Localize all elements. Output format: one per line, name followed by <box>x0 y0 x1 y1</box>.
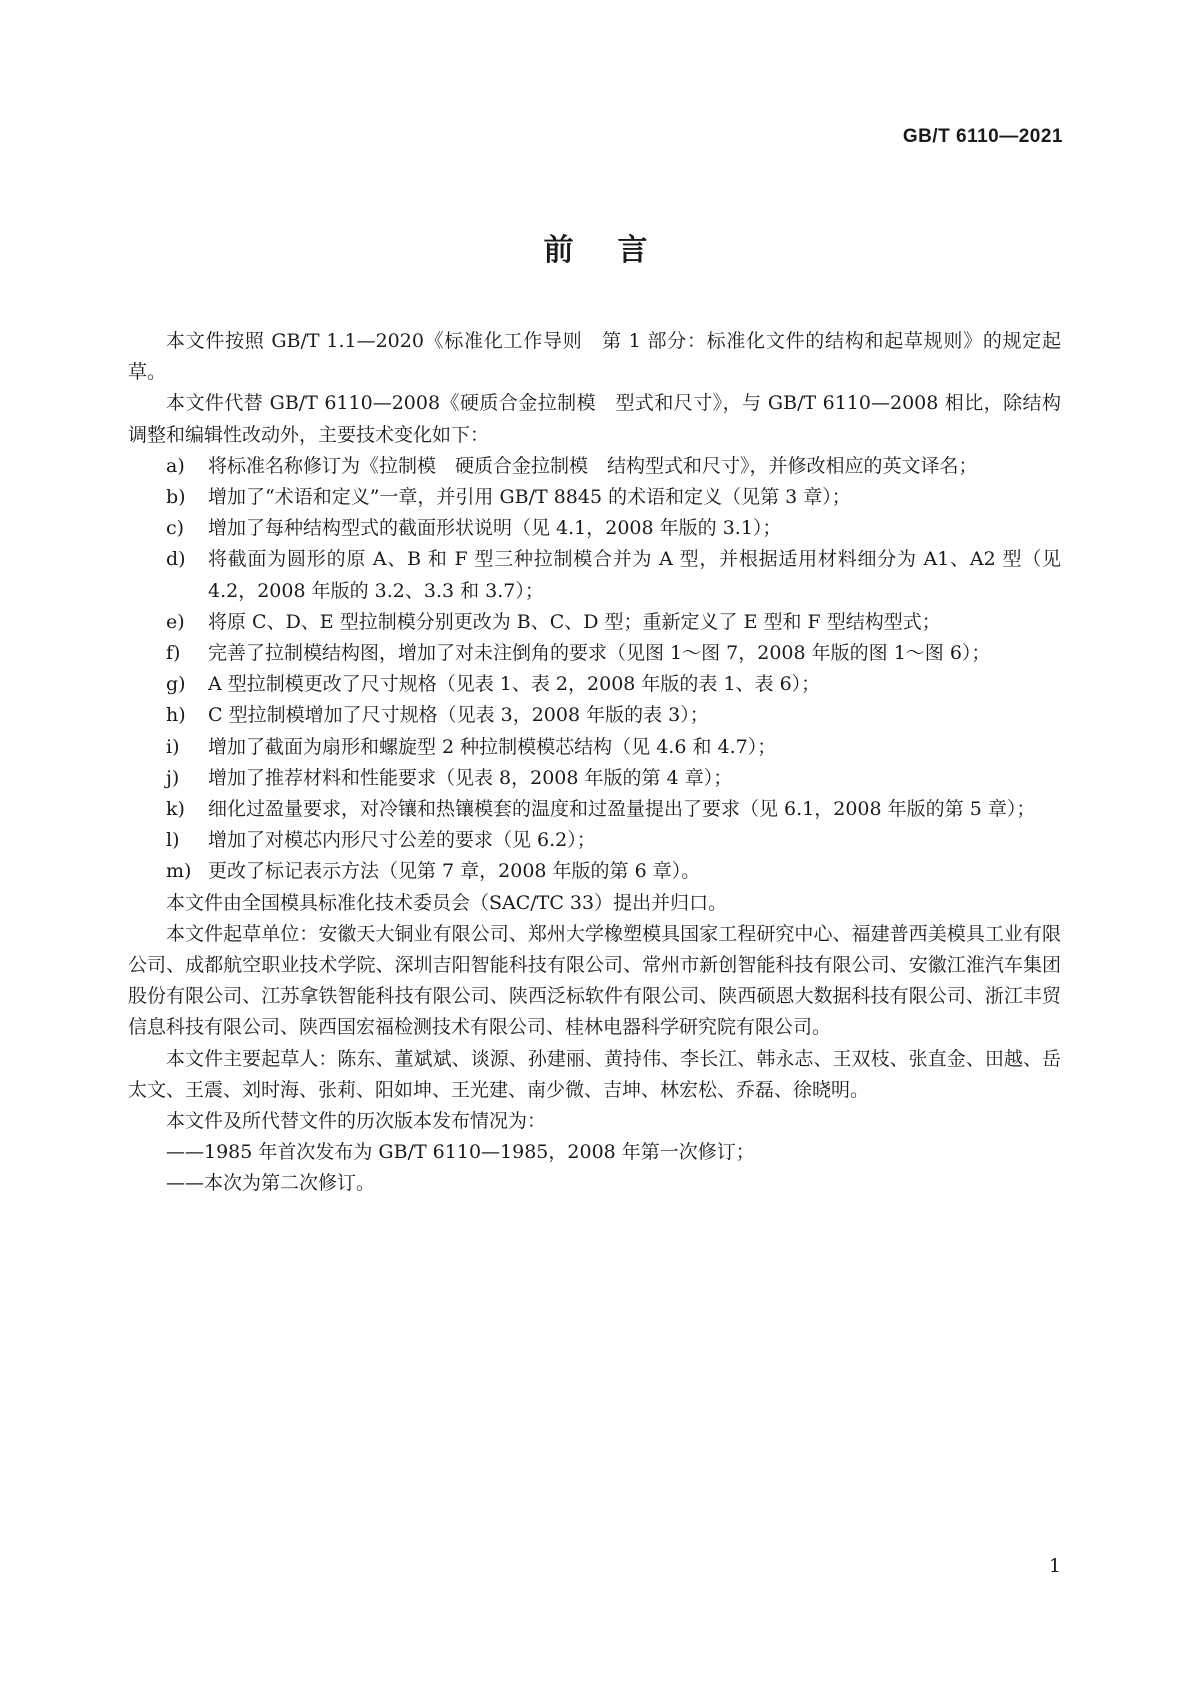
history-item: ——1985 年首次发布为 GB/T 6110—1985，2008 年第一次修订； <box>166 1141 755 1164</box>
list-item <box>128 763 1061 794</box>
list-marker: b) <box>166 486 186 509</box>
paragraph-replacement: 本文件代替 GB/T 6110—2008《硬质合金拉制模 型式和尺寸》，与 GB/T 6110—2008 相比，除结构调整和编辑性改动外，主要技术变化如下： <box>128 392 1061 446</box>
list-text: 增加了截面为扇形和螺旋型 2 种拉制模模芯结构（见 4.6 和 4.7）； <box>208 735 777 758</box>
list-marker: d) <box>166 548 186 571</box>
paragraph-drafting-units: 本文件起草单位：安徽天大铜业有限公司、郑州大学橡塑模具国家工程研究中心、福建普西美模具工业有限公司、成都航空职业技术学院、深圳吉阳智能科技有限公司、常州市新创智能科技有限公司、安徽江淮汽车集团股份有限公司、江苏拿铁智能科技有限公司、陕西泛标软件有限公司、陕西硕恩大数据科技有限公司、浙江丰贸信息科技有限公司、陕西国宏福检测技术有限公司、桂林电器科学研究院有限公司。 <box>128 922 1061 1039</box>
page-number: 1 <box>1048 1555 1061 1577</box>
list-marker: c) <box>166 517 185 540</box>
list-text: 增加了对模芯内形尺寸公差的要求（见 6.2）； <box>208 829 596 852</box>
list-item <box>128 482 1061 513</box>
list-text: 增加了每种结构型式的截面形状说明（见 4.1，2008 年版的 3.1）； <box>208 517 782 540</box>
list-text: 细化过盈量要求，对冷镶和热镶模套的温度和过盈量提出了要求（见 6.1，2008 年版的第 5 章）； <box>208 798 1036 821</box>
paragraph-version-history: 本文件及所代替文件的历次版本发布情况为： <box>166 1110 547 1133</box>
paragraph-drafting-rules: 本文件按照 GB/T 1.1—2020《标准化工作导则 第 1 部分：标准化文件的结构和起草规则》的规定起草。 <box>128 330 1061 384</box>
list-text: C 型拉制模增加了尺寸规格（见表 3，2008 年版的表 3）； <box>208 704 709 727</box>
list-marker: m) <box>166 860 192 883</box>
list-text: 更改了标记表示方法（见第 7 章，2008 年版的第 6 章）。 <box>208 860 701 883</box>
paragraph-proposer: 本文件由全国模具标准化技术委员会（SAC/TC 33）提出并归口。 <box>166 891 728 914</box>
list-text: 完善了拉制模结构图，增加了对未注倒角的要求（见图 1～图 7，2008 年版的图 1～图 6）； <box>208 642 991 665</box>
list-marker: f) <box>166 642 181 665</box>
paragraph-drafters: 本文件主要起草人：陈东、董斌斌、谈源、孙建丽、黄持伟、李长江、韩永志、王双枝、张直金、田越、岳太文、王震、刘时海、张莉、阳如坤、王光建、南少微、吉坤、林宏松、乔磊、徐晓明。 <box>128 1047 1061 1101</box>
list-marker: j) <box>166 766 180 789</box>
list-text: A 型拉制模更改了尺寸规格（见表 1、表 2，2008 年版的表 1、表 6）； <box>208 673 821 696</box>
list-marker: e) <box>166 610 185 633</box>
list-text: 将截面为圆形的原 A、B 和 F 型三种拉制模合并为 A 型，并根据适用材料细分为 A1、A2 型（见 4.2，2008 年版的 3.2、3.3 和 3.7）； <box>208 548 1061 602</box>
list-item <box>128 794 1061 825</box>
list-marker: i) <box>166 735 180 758</box>
list-item <box>128 732 1061 763</box>
technical-changes-list <box>128 451 1061 888</box>
list-text: 增加了推荐材料和性能要求（见表 8，2008 年版的第 4 章）； <box>208 766 733 789</box>
list-item <box>128 856 1061 887</box>
list-marker: a) <box>166 454 185 477</box>
list-marker: k) <box>166 798 185 821</box>
list-marker: l) <box>166 829 180 852</box>
list-item <box>128 544 1061 606</box>
list-text: 增加了“术语和定义”一章，并引用 GB/T 8845 的术语和定义（见第 3 章）； <box>208 486 851 509</box>
foreword-body <box>128 326 1061 1200</box>
list-marker: h) <box>166 704 186 727</box>
list-item <box>128 825 1061 856</box>
page-title: 前言 <box>543 233 692 268</box>
list-item <box>128 669 1061 700</box>
list-item <box>128 638 1061 669</box>
standard-code: GB/T 6110—2021 <box>902 126 1063 147</box>
list-marker: g) <box>166 673 186 696</box>
list-item <box>128 700 1061 731</box>
list-item <box>128 513 1061 544</box>
list-text: 将标准名称修订为《拉制模 硬质合金拉制模 结构型式和尺寸》，并修改相应的英文译名； <box>208 454 978 477</box>
history-item: ——本次为第二次修订。 <box>166 1172 376 1195</box>
list-item <box>128 607 1061 638</box>
list-item <box>128 451 1061 482</box>
list-text: 将原 C、D、E 型拉制模分别更改为 B、C、D 型；重新定义了 E 型和 F 型结构型式； <box>208 610 941 633</box>
